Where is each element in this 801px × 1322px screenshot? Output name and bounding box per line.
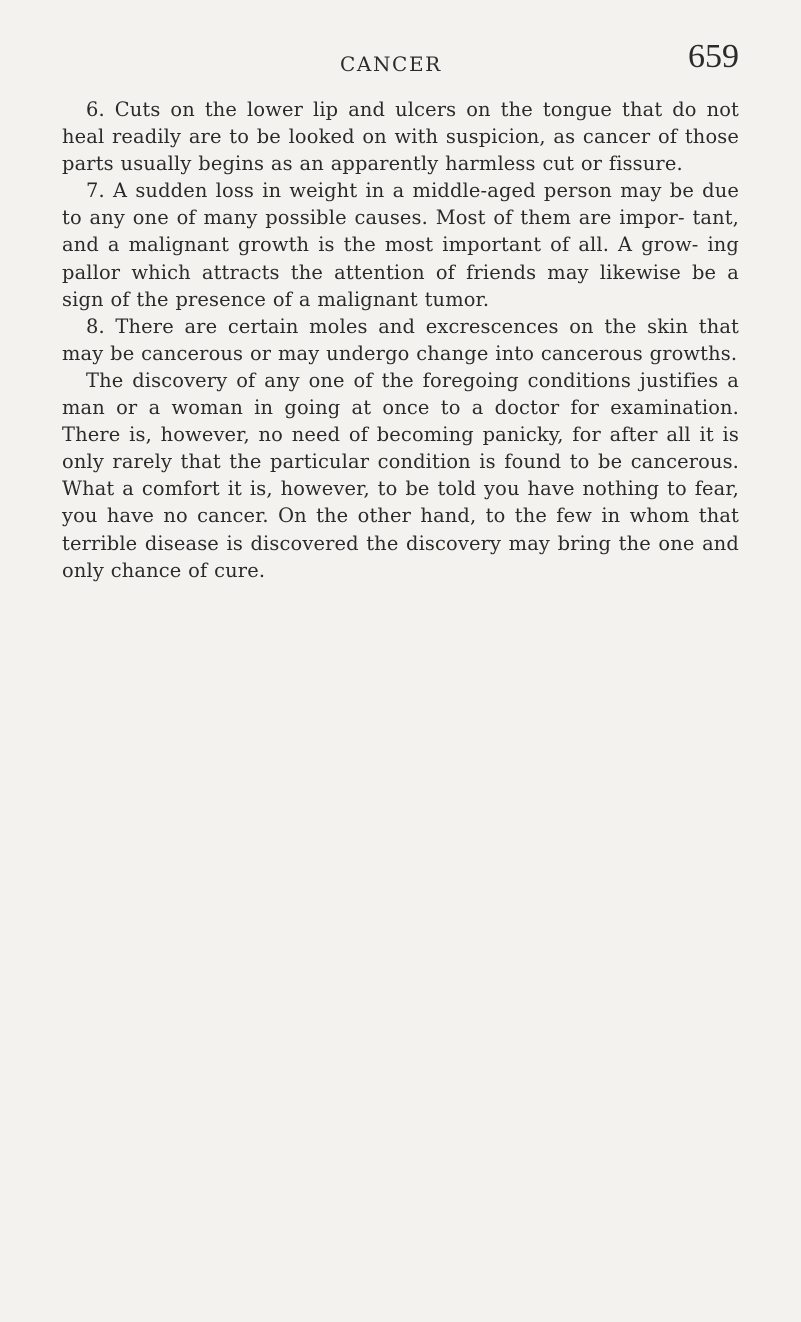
running-title: CANCER: [340, 52, 442, 76]
body-text: [62, 96, 739, 584]
running-head: [62, 38, 739, 102]
paragraph-discovery: The discovery of any one of the foregoing conditions justifies a man or a woman in going at once to a doctor for examination. There is, however, no need of becoming panicky, for after all it is only rarely that the particular condition is found to be cancerous. What a comfort it is, however, to be told you have nothing to fear, you have no cancer. On the other hand, to the few in whom that terrible disease is discovered the discovery may bring the one and only chance of cure.: [62, 368, 739, 582]
page-number: 659: [688, 38, 739, 75]
paragraph-item-6: 6. Cuts on the lower lip and ulcers on the tongue that do not heal readily are to be looked on with suspicion, as cancer of those parts usually begins as an apparently harmless cut or fissure.: [62, 98, 739, 176]
paragraph-item-8: 8. There are certain moles and excrescences on the skin that may be cancerous or may undergo change into cancerous growths.: [62, 314, 739, 365]
paragraph-item-7: 7. A sudden loss in weight in a middle-aged person may be due to any one of many possible causes. Most of them are impor- tant, and a malignant growth is the most important of all. A grow- ing pallor which attracts the attention of friends may likewise be a sign of the presence of a malignant tumor.: [62, 179, 739, 311]
